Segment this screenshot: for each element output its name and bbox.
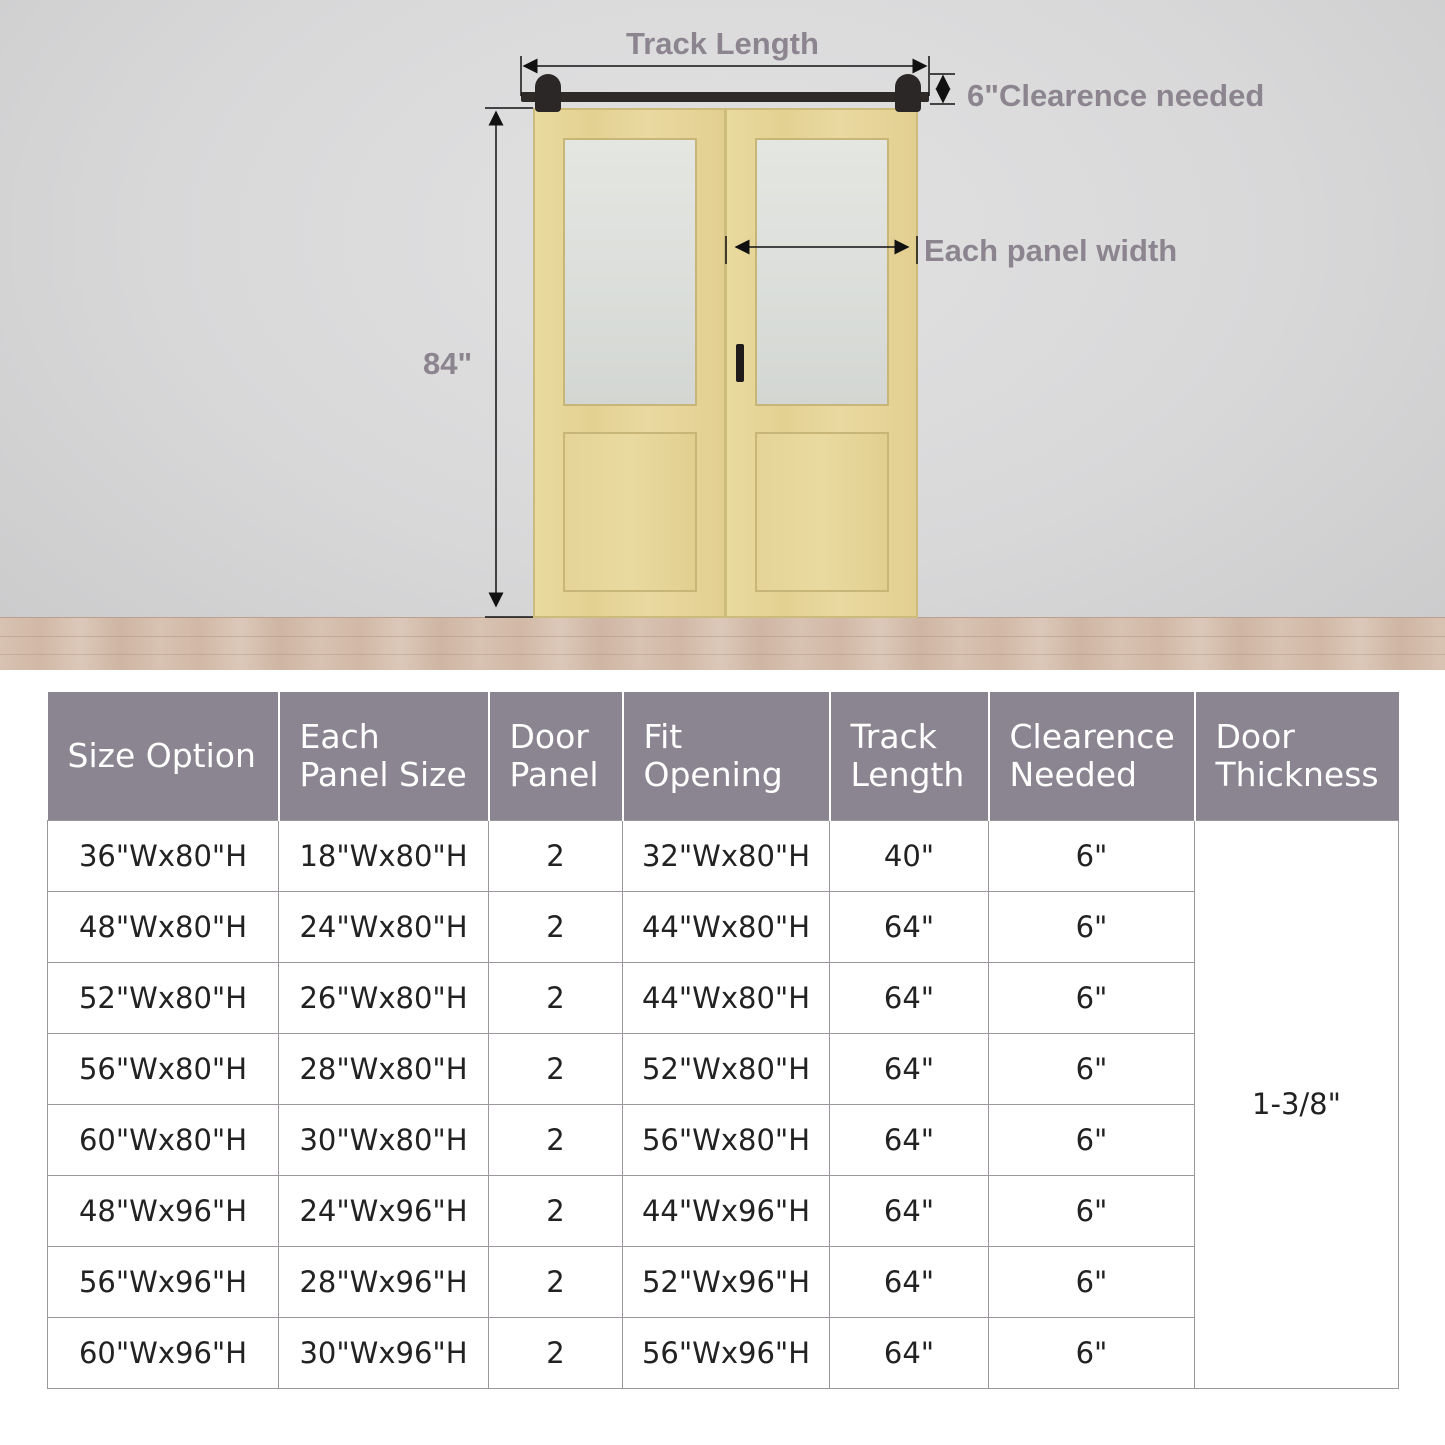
table-row: [48, 820, 1399, 891]
table-cell: 64": [830, 962, 989, 1033]
column-header-line: Size Option: [67, 735, 256, 775]
column-header-line: Panel Size: [299, 754, 467, 794]
table-cell: 30"Wx80"H: [279, 1104, 489, 1175]
panel-width-label: Each panel width: [924, 233, 1178, 268]
column-header-line: Length: [850, 754, 965, 794]
table-cell: 44"Wx80"H: [623, 891, 830, 962]
column-header-line: Opening: [643, 754, 783, 794]
table-cell: 2: [489, 891, 623, 962]
table-cell: 6": [989, 962, 1195, 1033]
table-cell: 2: [489, 820, 623, 891]
table-cell: 56"Wx80"H: [623, 1104, 830, 1175]
column-header-line: Panel: [509, 754, 599, 794]
table-cell: 6": [989, 1104, 1195, 1175]
column-header-line: Door: [509, 716, 589, 756]
table-cell: 2: [489, 962, 623, 1033]
table-cell: 2: [489, 1246, 623, 1317]
table-cell: 44"Wx80"H: [623, 962, 830, 1033]
table-cell: 28"Wx80"H: [279, 1033, 489, 1104]
table-cell: 6": [989, 1175, 1195, 1246]
table-cell: 6": [989, 820, 1195, 891]
column-header: [1195, 692, 1399, 820]
table-cell: 64": [830, 891, 989, 962]
column-header: [623, 692, 830, 820]
table-cell: 48"Wx96"H: [48, 1175, 279, 1246]
column-header: [279, 692, 489, 820]
product-illustration: [0, 0, 1445, 670]
table-cell: 6": [989, 1033, 1195, 1104]
column-header-line: Fit: [643, 716, 683, 756]
table-cell: 48"Wx80"H: [48, 891, 279, 962]
table-cell: 60"Wx80"H: [48, 1104, 279, 1175]
table-cell: 18"Wx80"H: [279, 820, 489, 891]
table-cell: 60"Wx96"H: [48, 1317, 279, 1388]
column-header-line: Track: [850, 716, 937, 756]
table-cell: 56"Wx80"H: [48, 1033, 279, 1104]
table-cell: 30"Wx96"H: [279, 1317, 489, 1388]
table-cell: 44"Wx96"H: [623, 1175, 830, 1246]
table-cell: 28"Wx96"H: [279, 1246, 489, 1317]
table-cell: 56"Wx96"H: [623, 1317, 830, 1388]
column-header-line: Needed: [1009, 754, 1137, 794]
table-cell: 6": [989, 891, 1195, 962]
table-cell: 52"Wx80"H: [623, 1033, 830, 1104]
track-length-label: Track Length: [626, 26, 819, 61]
table-cell: 26"Wx80"H: [279, 962, 489, 1033]
table-cell: 2: [489, 1104, 623, 1175]
table-cell: 52"Wx96"H: [623, 1246, 830, 1317]
table-cell: 64": [830, 1104, 989, 1175]
column-header-line: Door: [1215, 716, 1295, 756]
table-cell: 2: [489, 1175, 623, 1246]
column-header-line: Clearence: [1009, 716, 1175, 756]
column-header: [989, 692, 1195, 820]
clearance-label: 6"Clearence needed: [967, 78, 1265, 113]
table-cell: 32"Wx80"H: [623, 820, 830, 891]
column-header: [48, 692, 279, 820]
column-header: [489, 692, 623, 820]
height-label: 84": [423, 346, 473, 381]
table-cell: 52"Wx80"H: [48, 962, 279, 1033]
column-header: [830, 692, 989, 820]
door-thickness-cell: 1-3/8": [1195, 820, 1399, 1388]
table-cell: 64": [830, 1175, 989, 1246]
table-header-row: [48, 692, 1399, 820]
table-cell: 64": [830, 1317, 989, 1388]
table-cell: 36"Wx80"H: [48, 820, 279, 891]
table-cell: 6": [989, 1317, 1195, 1388]
column-header-line: Each: [299, 716, 380, 756]
table-cell: 24"Wx96"H: [279, 1175, 489, 1246]
table-cell: 56"Wx96"H: [48, 1246, 279, 1317]
table-cell: 24"Wx80"H: [279, 891, 489, 962]
size-spec-table: [47, 692, 1399, 1389]
table-cell: 2: [489, 1317, 623, 1388]
table-cell: 2: [489, 1033, 623, 1104]
table-cell: 6": [989, 1246, 1195, 1317]
column-header-line: Thickness: [1215, 754, 1379, 794]
table-cell: 40": [830, 820, 989, 891]
table-cell: 64": [830, 1033, 989, 1104]
table-cell: 64": [830, 1246, 989, 1317]
